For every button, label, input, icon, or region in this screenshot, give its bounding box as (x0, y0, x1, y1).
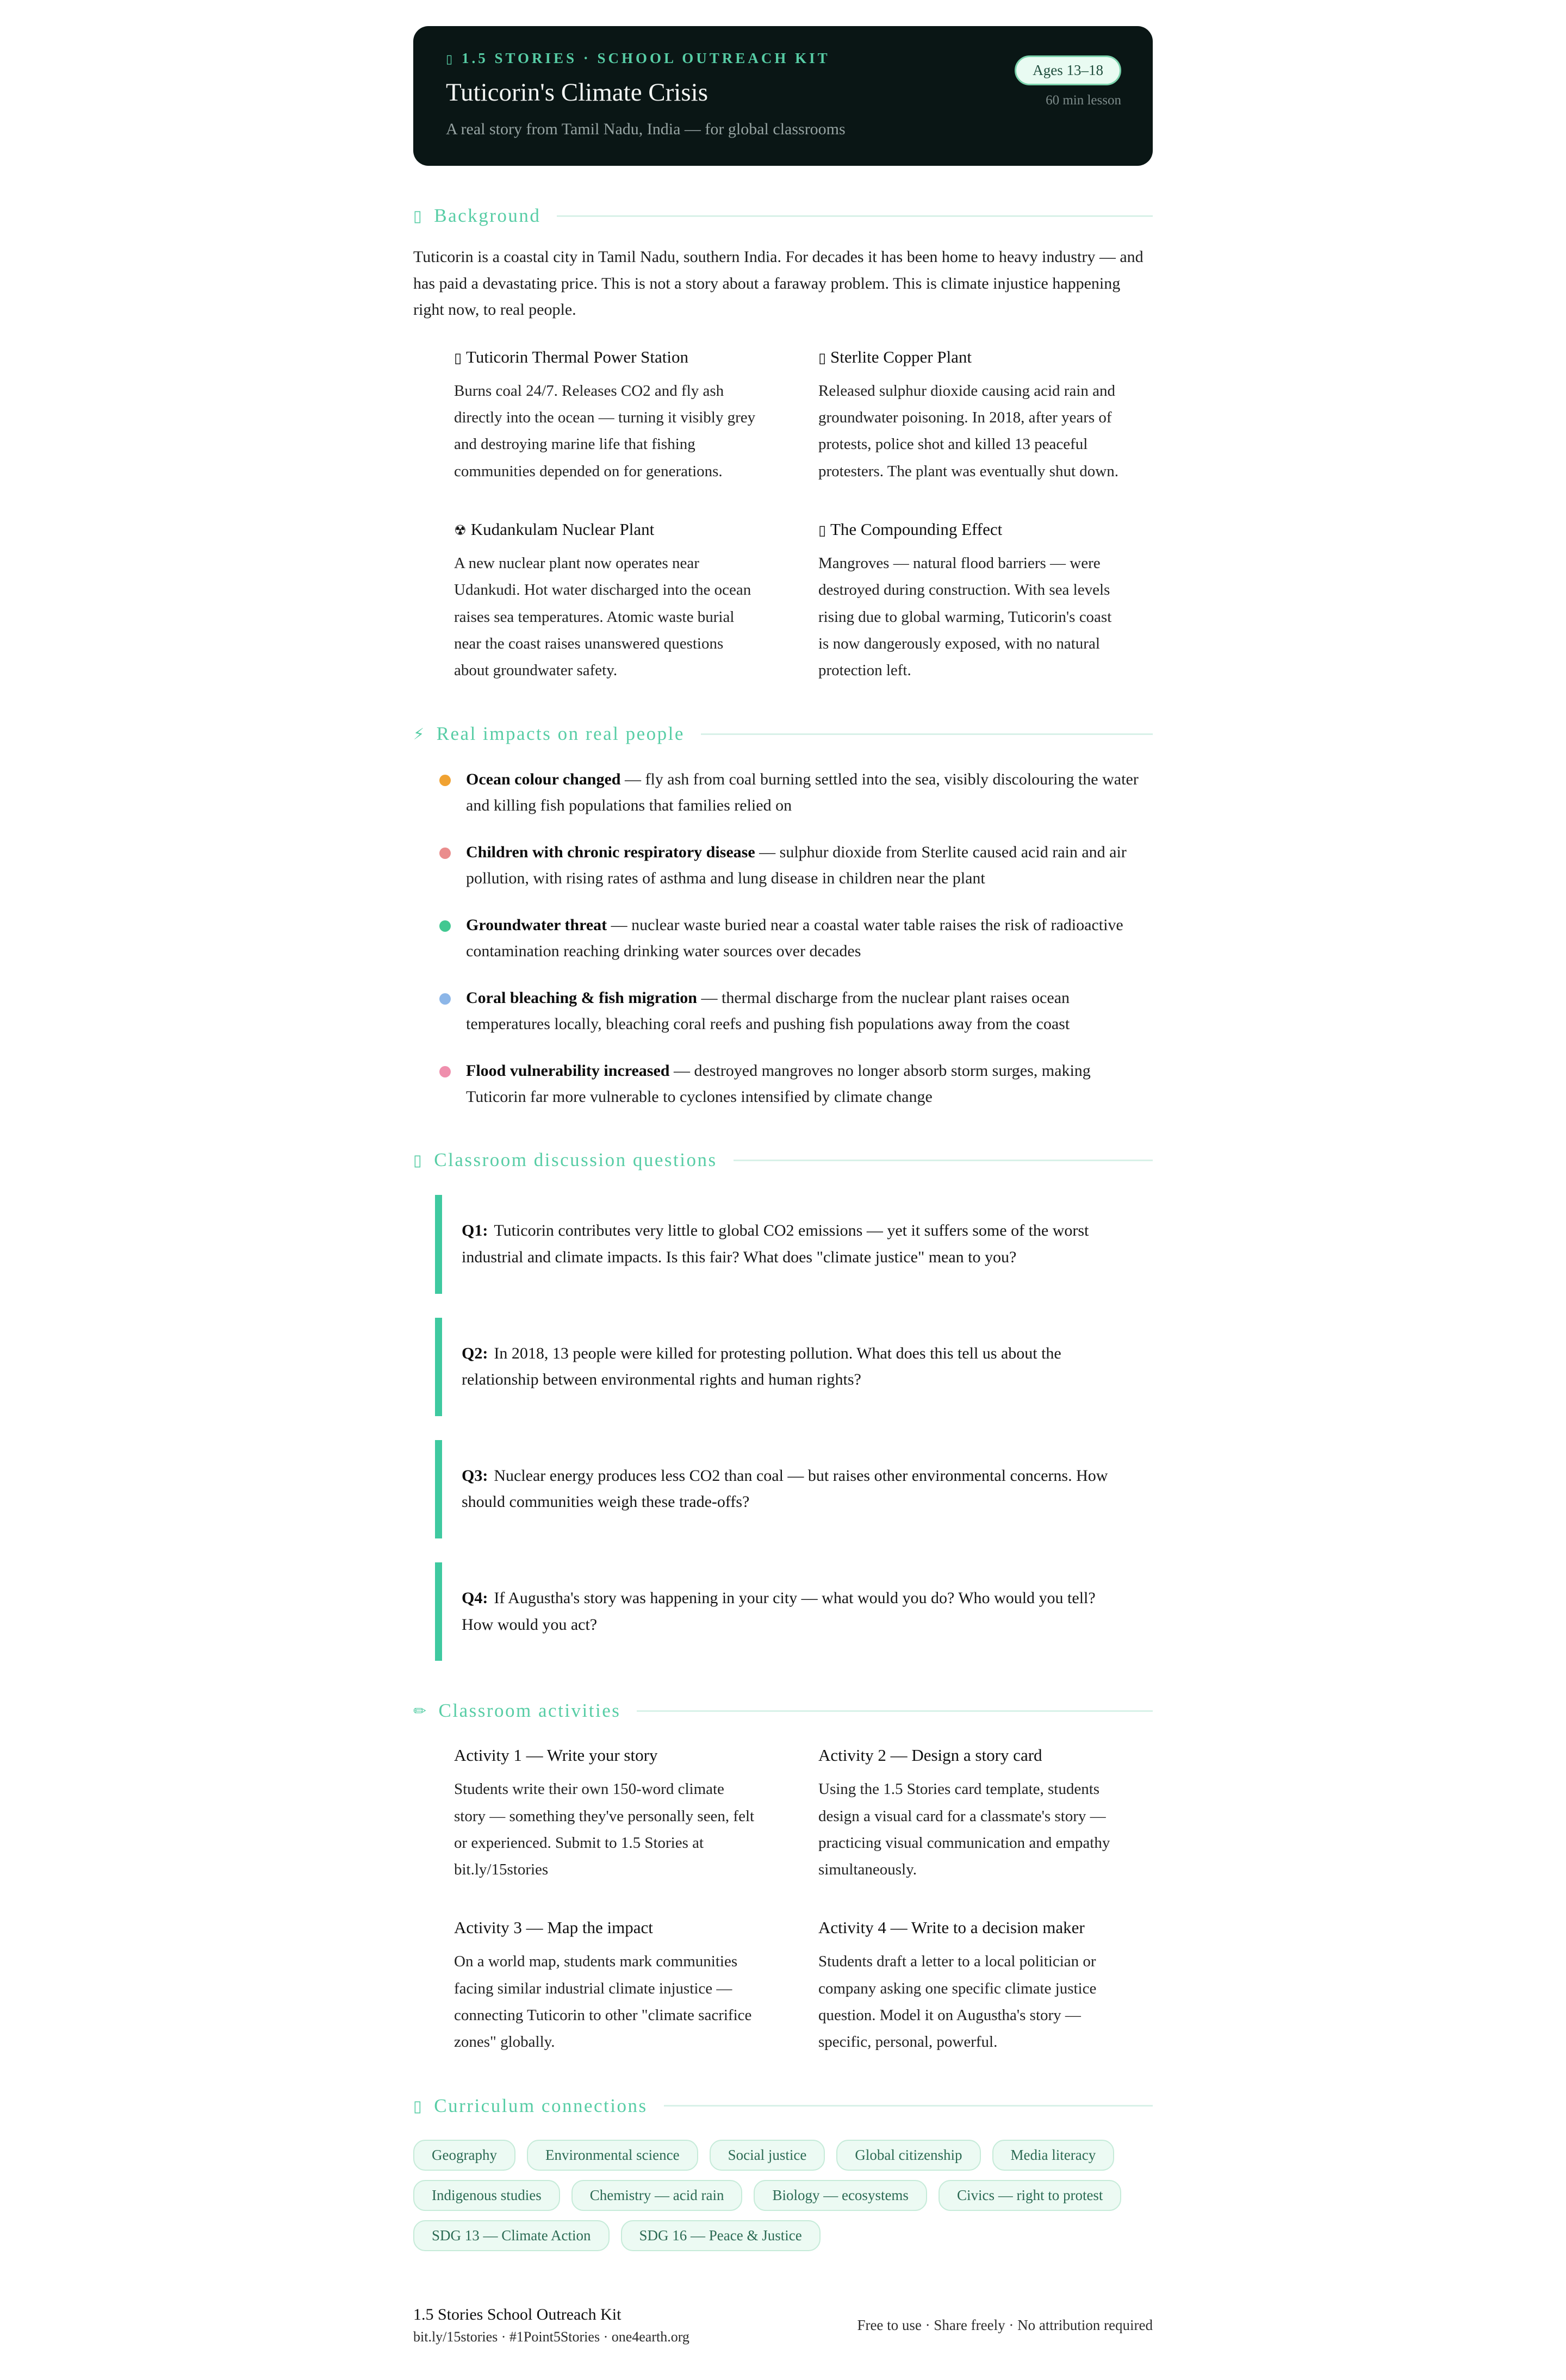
activity-title: Activity 1 — Write your story (454, 1746, 658, 1765)
section-rule (637, 1710, 1153, 1712)
curriculum-tag: Civics — right to protest (939, 2180, 1121, 2211)
impact-text (466, 912, 1153, 964)
section-title: Real impacts on real people (436, 723, 685, 745)
activity-title: Activity 2 — Design a story card (818, 1746, 1042, 1765)
card-title (818, 520, 1123, 539)
activity-body: Students draft a letter to a local politician or company asking one specific climate justice question. Model it on Augustha's story — specific, personal, powerful. (818, 1953, 1097, 2051)
card-body: A new nuclear plant now operates near Udankudi. Hot water discharged into the ocean raises sea temperatures. Atomic waste burial near the coast raises unanswered questions about groundwater safety. (454, 554, 751, 680)
section-rule (701, 733, 1153, 735)
section-heading-impacts (413, 723, 1153, 745)
curriculum-tag: Media literacy (992, 2140, 1115, 2171)
card-title (818, 347, 1123, 367)
book-icon: ▯ (413, 207, 424, 225)
impact-dot (439, 1066, 451, 1077)
question-block (435, 1440, 1153, 1538)
activity-card (818, 1918, 1123, 2055)
impact-item (439, 767, 1153, 819)
section-heading-background (413, 205, 1153, 227)
question-block (435, 1318, 1153, 1416)
impact-dot (439, 993, 451, 1005)
curriculum-tag: SDG 13 — Climate Action (413, 2220, 610, 2251)
impact-item (439, 912, 1153, 964)
activity-body: Students write their own 150-word climate story — something they've personally seen, felt or experienced. Submit to 1.5 Stories at bit.ly/15stories (454, 1780, 755, 1879)
dash-separator: — (755, 843, 780, 862)
section-title: Background (434, 205, 541, 226)
footer-license: Free to use · Share freely · No attribution required (857, 2316, 1153, 2333)
card-title-text: Kudankulam Nuclear Plant (470, 519, 655, 539)
impact-text (466, 985, 1153, 1037)
impact-detail: thermal discharge from the nuclear plant raises ocean temperatures locally, bleaching coral reefs and pushing fish populations away from the coast (466, 989, 1070, 1033)
impact-item (439, 985, 1153, 1037)
background-intro: Tuticorin is a coastal city in Tamil Nadu, southern India. For decades it has been home to heavy industry — and has paid a devastating price. This is not a story about a faraway problem. This is climate injustice happening right now, to real people. (413, 248, 1144, 319)
section-rule (557, 215, 1153, 217)
footer-left (413, 2306, 689, 2345)
impact-lead: Coral bleaching & fish migration (466, 989, 697, 1007)
section-heading-curriculum (413, 2095, 1153, 2117)
question-label: Q2: (462, 1344, 488, 1362)
background-cards (413, 347, 1153, 684)
lightning-icon: ⚡ (413, 725, 426, 744)
impact-lead: Children with chronic respiratory disease (466, 843, 755, 862)
dash-separator: — (607, 916, 632, 934)
flask-icon: ▯ (818, 349, 826, 366)
section-heading-activities (413, 1700, 1153, 1722)
curriculum-tag: Social justice (710, 2140, 825, 2171)
footer-links: bit.ly/15stories · #1Point5Stories · one4earth.org (413, 2328, 689, 2345)
header-left (446, 50, 846, 139)
activity-card (454, 1746, 759, 1883)
lesson-duration: 60 min lesson (1046, 93, 1121, 108)
section-title: Curriculum connections (434, 2095, 648, 2116)
impact-dot (439, 920, 451, 932)
card-body: Burns coal 24/7. Releases CO2 and fly ash directly into the ocean — turning it visibly grey and destroying marine life that fishing communities depended on for generations. (454, 382, 756, 480)
info-card (454, 347, 759, 485)
section-rule (734, 1160, 1153, 1161)
impact-item (439, 1058, 1153, 1110)
section-heading-questions (413, 1149, 1153, 1171)
info-card (454, 520, 759, 684)
impact-text (466, 767, 1153, 819)
impact-dot (439, 848, 451, 859)
wave-icon: ▯ (818, 521, 826, 538)
card-body: Released sulphur dioxide causing acid rain and groundwater poisoning. In 2018, after years of protests, police shot and killed 13 peaceful protesters. The plant was eventually shut down. (818, 382, 1118, 480)
question-label: Q1: (462, 1222, 488, 1240)
curriculum-tag: Global citizenship (836, 2140, 980, 2171)
globe-icon: ▯ (446, 52, 456, 66)
footer (413, 2306, 1153, 2380)
footer-title: 1.5 Stories School Outreach Kit (413, 2305, 622, 2323)
question-text: Nuclear energy produces less CO2 than coal — but raises other environmental concerns. How should communities weigh these trade-offs? (462, 1466, 1108, 1511)
curriculum-tag: Chemistry — acid rain (571, 2180, 743, 2211)
kit-eyebrow-label: 1.5 STORIES · SCHOOL OUTREACH KIT (461, 50, 830, 66)
dash-separator: — (697, 989, 722, 1007)
curriculum-tag: Environmental science (527, 2140, 698, 2171)
section-title: Classroom activities (438, 1700, 621, 1722)
impact-list (413, 767, 1153, 1110)
section-rule (664, 2105, 1153, 2107)
card-body: Mangroves — natural flood barriers — were destroyed during construction. With sea levels rising due to global warming, Tuticorin's coast is now dangerously exposed, with no natural protection left. (818, 554, 1112, 680)
radioactive-icon: ☢ (454, 521, 467, 538)
curriculum-tag: SDG 16 — Peace & Justice (621, 2220, 821, 2251)
question-label: Q3: (462, 1466, 488, 1485)
graduation-cap-icon: ▯ (413, 2096, 424, 2115)
info-card (818, 520, 1123, 684)
impact-lead: Flood vulnerability increased (466, 1062, 670, 1080)
header-card (413, 26, 1153, 166)
activity-title: Activity 3 — Map the impact (454, 1918, 653, 1937)
question-text: If Augustha's story was happening in your city — what would you do? Who would you tell? How would you act? (462, 1589, 1096, 1634)
question-text: In 2018, 13 people were killed for protesting pollution. What does this tell us about the relationship between environmental rights and human rights? (462, 1344, 1061, 1389)
activity-body: Using the 1.5 Stories card template, students design a visual card for a classmate's story — practicing visual communication and empathy simultaneously. (818, 1780, 1110, 1879)
impact-dot (439, 775, 451, 786)
kit-eyebrow (446, 50, 846, 67)
question-block (435, 1195, 1153, 1293)
question-label: Q4: (462, 1589, 488, 1608)
section-title: Classroom discussion questions (434, 1149, 717, 1171)
card-title-text: Sterlite Copper Plant (830, 347, 972, 366)
impact-lead: Groundwater threat (466, 916, 607, 934)
impact-text (466, 839, 1153, 892)
header-right (1015, 50, 1121, 108)
age-badge: Ages 13–18 (1015, 55, 1121, 85)
impact-detail: destroyed mangroves no longer absorb storm surges, making Tuticorin far more vulnerable to cyclones intensified by climate change (466, 1062, 1091, 1106)
activity-title: Activity 4 — Write to a decision maker (818, 1918, 1085, 1937)
impact-detail: nuclear waste buried near a coastal water table raises the risk of radioactive contamination reaching drinking water sources over decades (466, 916, 1123, 961)
curriculum-tag: Geography (413, 2140, 515, 2171)
curriculum-tag: Indigenous studies (413, 2180, 560, 2211)
dash-separator: — (669, 1062, 694, 1080)
page-subtitle: A real story from Tamil Nadu, India — for global classrooms (446, 120, 846, 138)
info-card (818, 347, 1123, 485)
activity-card (818, 1746, 1123, 1883)
impact-item (439, 839, 1153, 892)
page-title: Tuticorin's Climate Crisis (446, 78, 709, 107)
document-page (413, 0, 1153, 2380)
pencil-icon: ✏ (413, 1702, 428, 1721)
impact-detail: sulphur dioxide from Sterlite caused acid rain and air pollution, with rising rates of asthma and lung disease in children near the plant (466, 843, 1127, 888)
card-title-text: Tuticorin Thermal Power Station (465, 347, 688, 366)
dash-separator: — (620, 770, 645, 789)
speech-bubble-icon: ▯ (413, 1151, 424, 1170)
card-title-text: The Compounding Effect (830, 519, 1003, 539)
factory-icon: ▯ (454, 349, 462, 366)
curriculum-tags (413, 2140, 1153, 2251)
question-text: Tuticorin contributes very little to global CO2 emissions — yet it suffers some of the worst industrial and climate impacts. Is this fair? What does "climate justice" mean to you? (462, 1222, 1089, 1267)
card-title (454, 347, 759, 367)
impact-lead: Ocean colour changed (466, 770, 621, 789)
impact-detail: fly ash from coal burning settled into the sea, visibly discolouring the water and killing fish populations that families relied on (466, 770, 1139, 815)
question-block (435, 1562, 1153, 1661)
activity-card (454, 1918, 759, 2055)
activity-cards (413, 1746, 1153, 2055)
activity-body: On a world map, students mark communities facing similar industrial climate injustice — connecting Tuticorin to other "climate sacrifice zones" globally. (454, 1953, 752, 2051)
impact-text (466, 1058, 1153, 1110)
curriculum-tag: Biology — ecosystems (754, 2180, 927, 2211)
card-title (454, 520, 759, 539)
